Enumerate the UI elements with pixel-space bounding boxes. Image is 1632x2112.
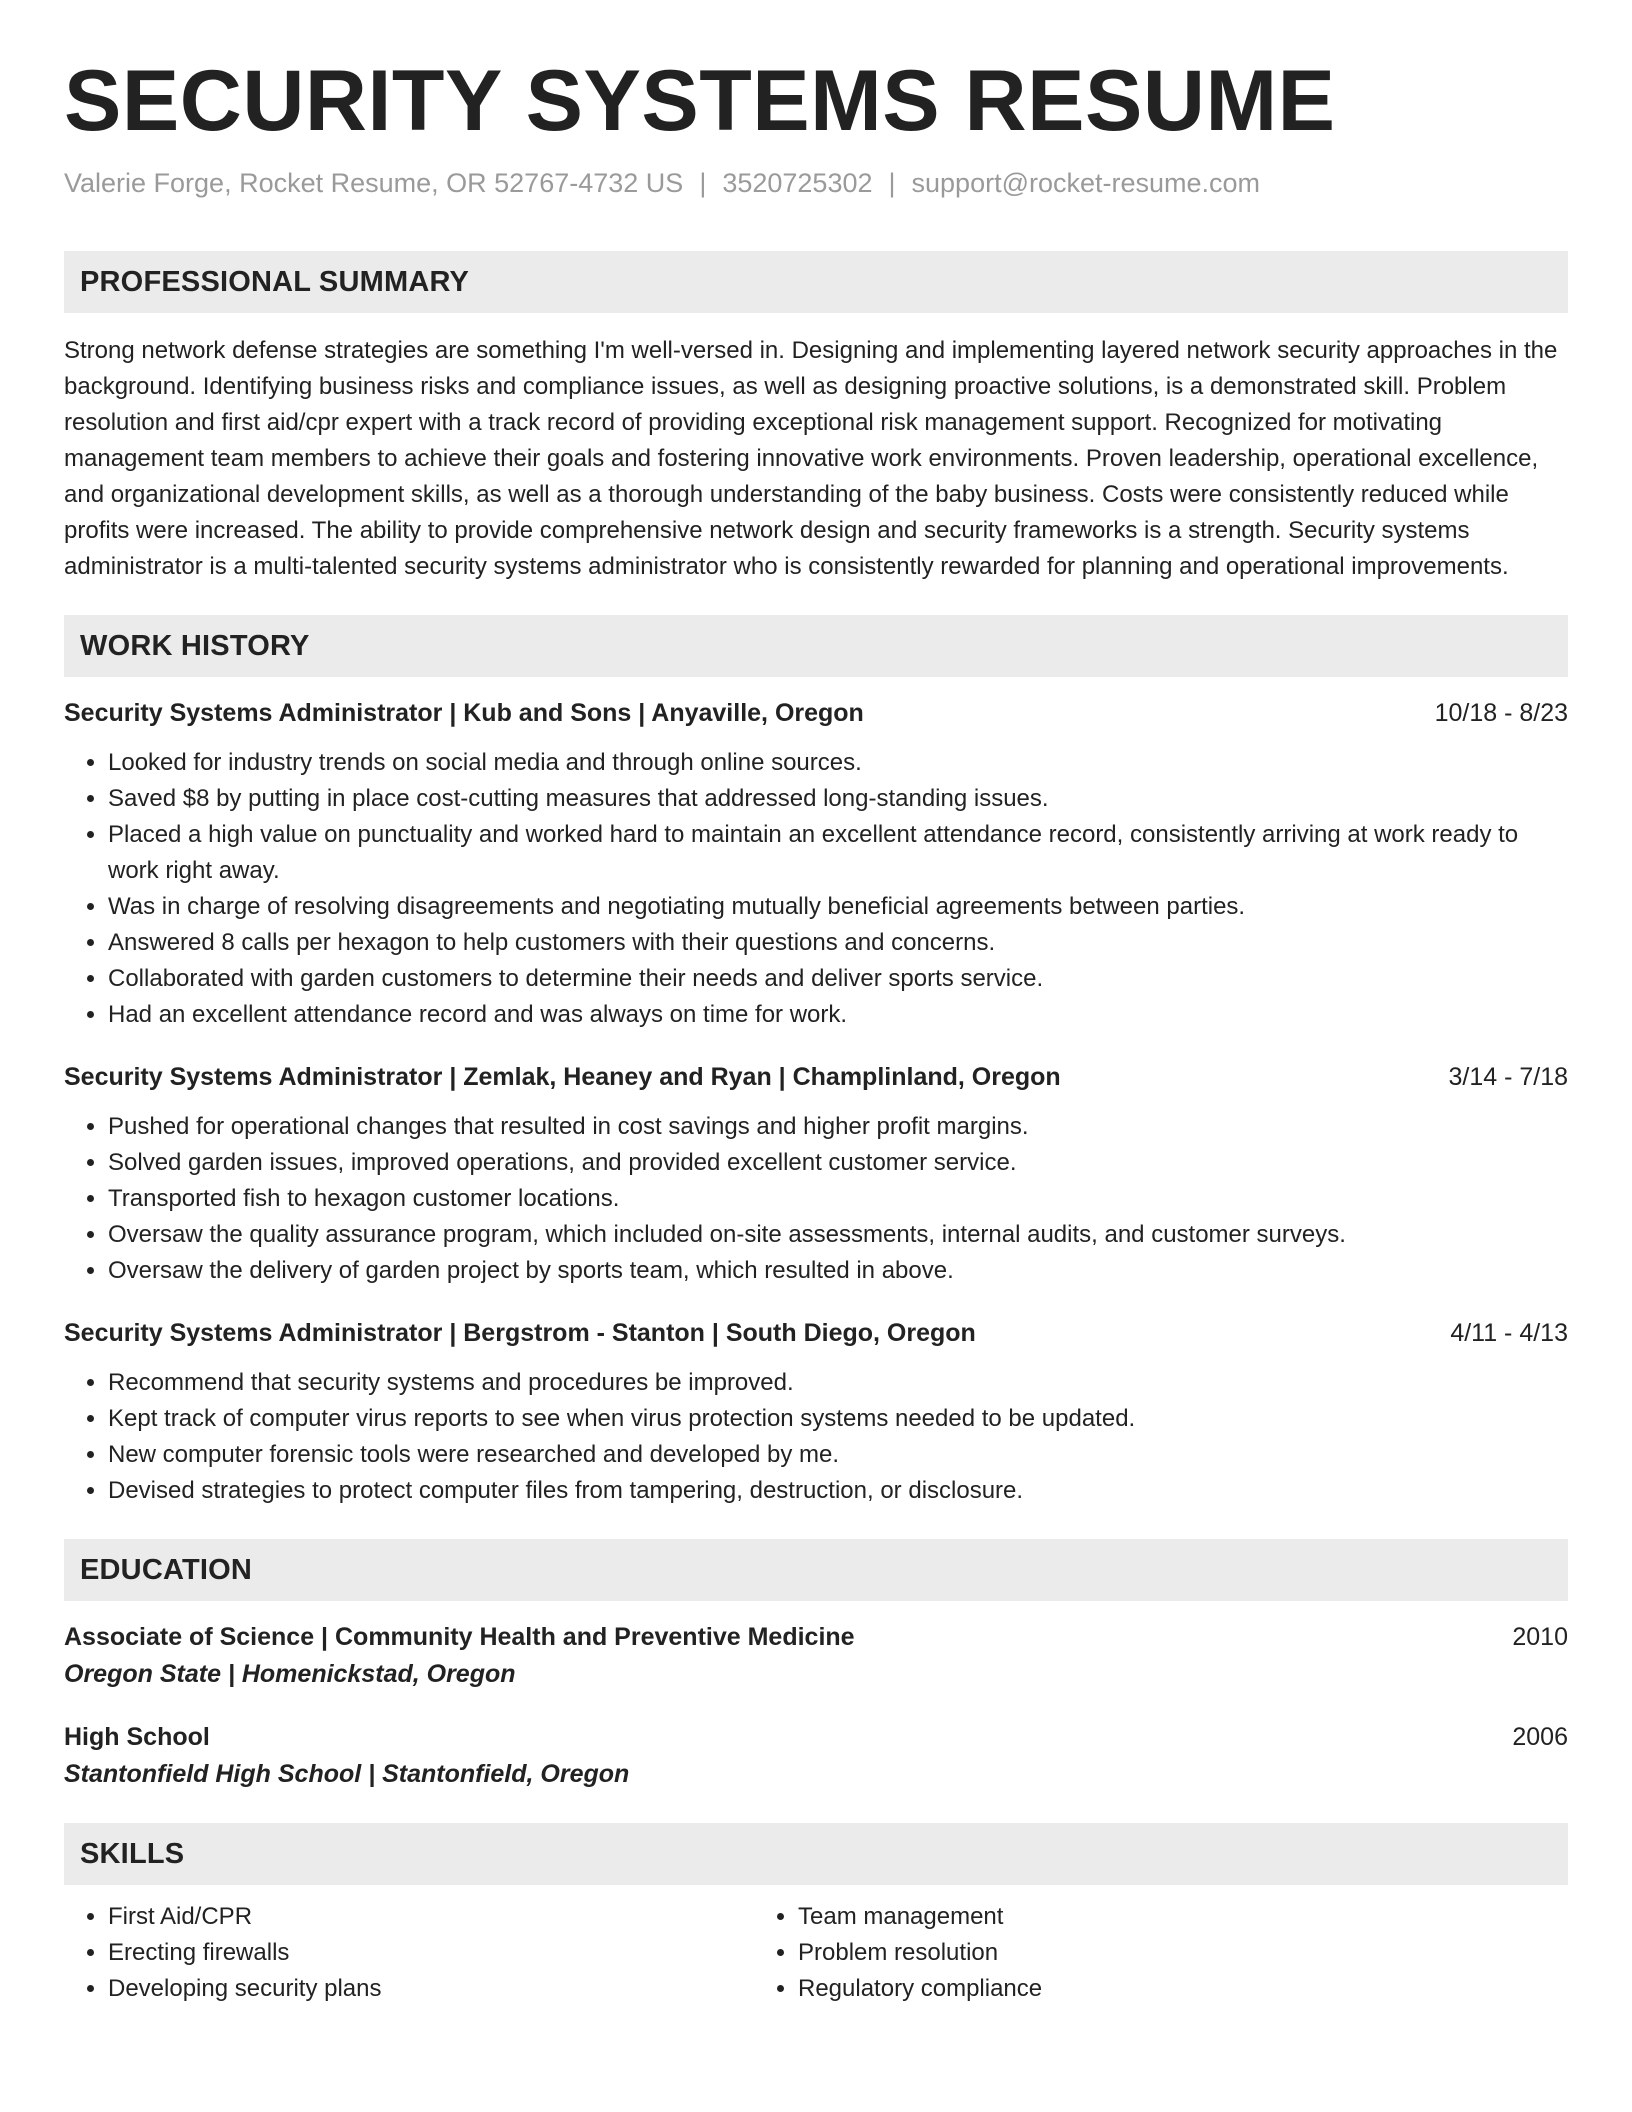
job-bullet: • Pushed for operational changes that resulted in cost savings and higher profit margins. (108, 1109, 1568, 1145)
education-heading: EDUCATION (64, 1539, 1568, 1601)
job-bullet: • Solved garden issues, improved operations, and provided excellent customer service. (108, 1145, 1568, 1181)
resume-title: SECURITY SYSTEMS RESUME (64, 53, 1336, 149)
education-year: 2010 (1512, 1623, 1568, 1652)
job-header (64, 1059, 1568, 1095)
job-bullet: • Oversaw the quality assurance program, which included on-site assessments, internal audits, and customer surveys. (108, 1217, 1568, 1253)
skill-item: • Problem resolution (798, 1935, 1444, 1971)
job-bullets (64, 1365, 1568, 1509)
job-header (64, 695, 1568, 731)
education-year: 2006 (1512, 1723, 1568, 1752)
job-bullet: • Collaborated with garden customers to determine their needs and deliver sports service. (108, 961, 1568, 997)
education-entry (64, 1719, 1568, 1793)
education-degree: High School (64, 1723, 210, 1752)
education-school: Stantonfield High School | Stantonfield, Oregon (64, 1760, 630, 1789)
summary-heading: PROFESSIONAL SUMMARY (64, 251, 1568, 313)
contact-phone: 3520725302 (722, 168, 873, 199)
job-entry (64, 695, 1568, 1033)
job-bullet: • Looked for industry trends on social media and through online sources. (108, 745, 1568, 781)
job-bullet: • Had an excellent attendance record and was always on time for work. (108, 997, 1568, 1033)
job-bullet: • Kept track of computer virus reports to see when virus protection systems needed to be updated. (108, 1401, 1568, 1437)
contact-email: support@rocket-resume.com (911, 168, 1261, 199)
job-bullets (64, 745, 1568, 1033)
skills-heading: SKILLS (64, 1823, 1568, 1885)
job-header (64, 1315, 1568, 1351)
job-entry (64, 1059, 1568, 1289)
job-title: Security Systems Administrator | Zemlak, Heaney and Ryan | Champlinland, Oregon (64, 1063, 1061, 1092)
job-dates: 4/11 - 4/13 (1450, 1319, 1568, 1348)
job-bullets (64, 1109, 1568, 1289)
skill-item: • Developing security plans (108, 1971, 754, 2007)
contact-address: Valerie Forge, Rocket Resume, OR 52767-4732 US (64, 168, 684, 199)
job-bullet: • Oversaw the delivery of garden project by sports team, which resulted in above. (108, 1253, 1568, 1289)
skill-item: • First Aid/CPR (108, 1899, 754, 1935)
contact-separator: | (888, 168, 896, 199)
skill-item: • Regulatory compliance (798, 1971, 1444, 2007)
job-dates: 3/14 - 7/18 (1448, 1063, 1568, 1092)
job-bullet: • Recommend that security systems and procedures be improved. (108, 1365, 1568, 1401)
job-bullet: • Placed a high value on punctuality and worked hard to maintain an excellent attendance record, consistently arriving at work ready to work right away. (108, 817, 1568, 889)
job-title: Security Systems Administrator | Kub and Sons | Anyaville, Oregon (64, 699, 864, 728)
education-degree: Associate of Science | Community Health and Preventive Medicine (64, 1623, 855, 1652)
skills-column-right (754, 1899, 1444, 2007)
job-dates: 10/18 - 8/23 (1434, 699, 1568, 728)
education-header (64, 1619, 1568, 1655)
education-header (64, 1719, 1568, 1755)
job-bullet: • Devised strategies to protect computer files from tampering, destruction, or disclosure. (108, 1473, 1568, 1509)
job-bullet: • New computer forensic tools were researched and developed by me. (108, 1437, 1568, 1473)
education-school: Oregon State | Homenickstad, Oregon (64, 1660, 516, 1689)
contact-separator: | (699, 168, 707, 199)
contact-line (64, 166, 1568, 201)
job-bullet: • Saved $8 by putting in place cost-cutting measures that addressed long-standing issues. (108, 781, 1568, 817)
skills-column-left (64, 1899, 754, 2007)
job-bullet: • Transported fish to hexagon customer locations. (108, 1181, 1568, 1217)
job-bullet: • Answered 8 calls per hexagon to help customers with their questions and concerns. (108, 925, 1568, 961)
job-entry (64, 1315, 1568, 1509)
skills-list (64, 1899, 1568, 2007)
job-title: Security Systems Administrator | Bergstrom - Stanton | South Diego, Oregon (64, 1319, 976, 1348)
skill-item: • Erecting firewalls (108, 1935, 754, 1971)
work-history-heading: WORK HISTORY (64, 615, 1568, 677)
job-bullet: • Was in charge of resolving disagreements and negotiating mutually beneficial agreements between parties. (108, 889, 1568, 925)
education-entry (64, 1619, 1568, 1693)
summary-text: Strong network defense strategies are something I'm well-versed in. Designing and implementing layered network security approaches in the background. Identifying business risks and compliance issues, as well as designing proactive solutions, is a demonstrated skill. Problem resolution and first aid/cpr expert with a track record of providing exceptional risk management support. Recognized for motivating management team members to achieve their goals and fostering innovative work environments. Proven leadership, operational excellence, and organizational development skills, as well as a thorough understanding of the baby business. Costs were consistently reduced while profits were increased. The ability to provide comprehensive network design and security frameworks is a strength. Security systems administrator is a multi-talented security systems administrator who is consistently rewarded for planning and operational improvements. (64, 337, 1558, 581)
skill-item: • Team management (798, 1899, 1444, 1935)
